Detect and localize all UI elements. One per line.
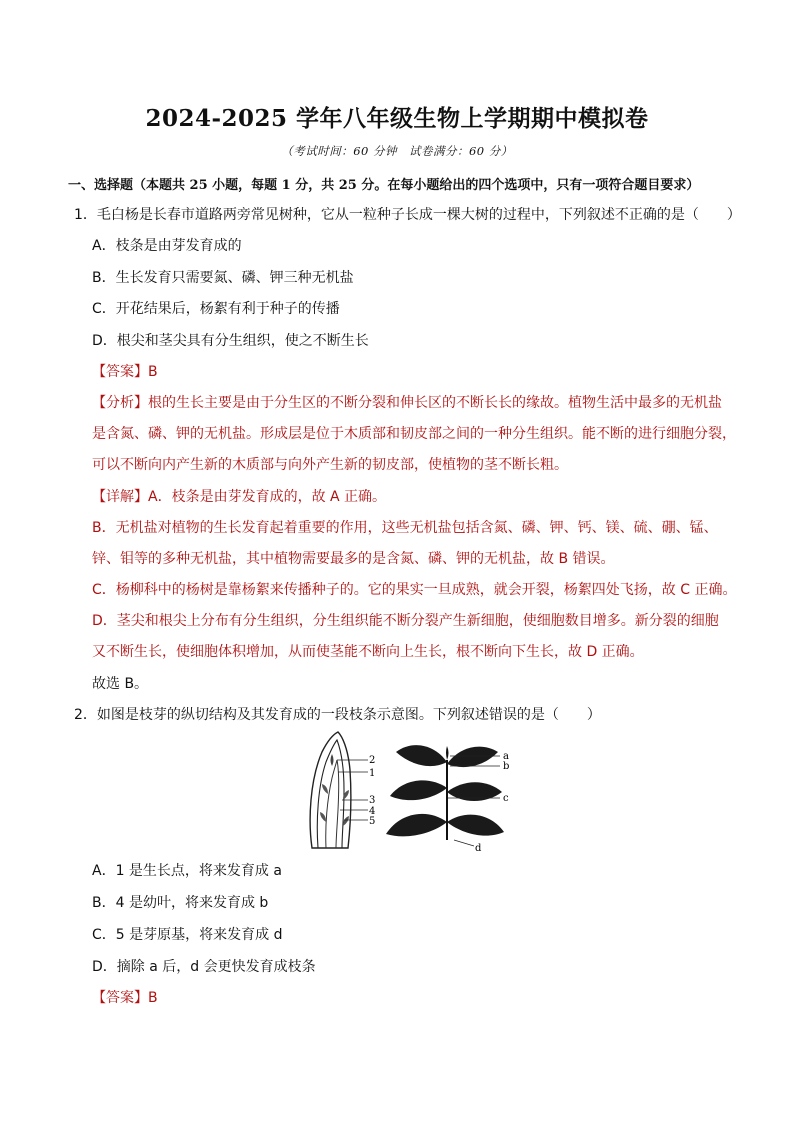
question-1-option-a: A．枝条是由芽发育成的 [92, 238, 242, 254]
bud-and-branch-diagram [304, 730, 514, 852]
question-1-option-b: B．生长发育只需要氮、磷、钾三种无机盐 [92, 270, 354, 286]
question-1-detail-line: 锌、钼等的多种无机盐，其中植物需要最多的是含氮、磷、钾的无机盐，故 B 错误。 [92, 551, 615, 567]
label-5: 5 [369, 816, 376, 827]
question-2-option-a: A．1 是生长点，将来发育成 a [92, 863, 282, 879]
question-1-conclusion: 故选 B。 [92, 676, 149, 692]
question-1-stem: 1．毛白杨是长春市道路两旁常见树种，它从一粒种子长成一棵大树的过程中，下列叙述不正确的是（ ） [74, 207, 741, 223]
question-2-answer: 【答案】B [92, 990, 158, 1006]
question-1-detail-line: D．茎尖和根尖上分布有分生组织，分生组织能不断分裂产生新细胞，使细胞数目增多。新分裂的细胞 [92, 613, 719, 629]
page-title: 2024-2025 学年八年级生物上学期期中模拟卷 [145, 105, 649, 132]
question-2-option-c: C．5 是芽原基，将来发育成 d [92, 927, 283, 943]
label-c: c [503, 793, 509, 804]
label-1: 1 [369, 768, 376, 779]
label-3: 3 [369, 795, 376, 806]
label-b: b [503, 761, 510, 772]
label-2: 2 [369, 755, 376, 766]
question-1-option-d: D．根尖和茎尖具有分生组织，使之不断生长 [92, 333, 369, 349]
bud-section [310, 732, 368, 848]
question-1-detail-line: B．无机盐对植物的生长发育起着重要的作用，这些无机盐包括含氮、磷、钾、钙、镁、硫、硼、锰、 [92, 520, 718, 536]
question-2-option-b: B．4 是幼叶，将来发育成 b [92, 895, 269, 911]
question-2-option-d: D．摘除 a 后，d 会更快发育成枝条 [92, 959, 316, 975]
question-1-answer: 【答案】B [92, 364, 158, 380]
label-4: 4 [369, 806, 376, 817]
question-1-detail-line: 又不断生长，使细胞体积增加，从而使茎能不断向上生长，根不断向下生长，故 D 正确。 [92, 644, 644, 660]
label-a: a [503, 751, 509, 762]
section-heading: 一、选择题（本题共 25 小题，每题 1 分，共 25 分。在每小题给出的四个选项中，只有一项符合题目要求） [68, 178, 700, 193]
question-1-analysis-line: 是含氮、磷、钾的无机盐。形成层是位于木质部和韧皮部之间的一种分生组织。能不断的进行细胞分裂， [92, 426, 736, 442]
question-1-option-c: C．开花结果后，杨絮有利于种子的传播 [92, 301, 340, 317]
label-d: d [475, 843, 482, 852]
exam-info: （考试时间：60 分钟 试卷满分：60 分） [281, 144, 513, 158]
branch-illustration [386, 745, 504, 846]
question-1-analysis-line: 【分析】根的生长主要是由于分生区的不断分裂和伸长区的不断长长的缘故。植物生活中最多的无机盐 [92, 395, 722, 411]
question-1-analysis-line: 可以不断向内产生新的木质部与向外产生新的韧皮部，使植物的茎不断长粗。 [92, 457, 568, 473]
question-1-detail-line: C．杨柳科中的杨树是靠杨絮来传播种子的。它的果实一旦成熟，就会开裂，杨絮四处飞扬，故 C 正确。 [92, 582, 737, 598]
question-1-detail-line: 【详解】A．枝条是由芽发育成的，故 A 正确。 [92, 489, 387, 505]
question-2-stem: 2．如图是枝芽的纵切结构及其发育成的一段枝条示意图。下列叙述错误的是（ ） [74, 707, 601, 723]
